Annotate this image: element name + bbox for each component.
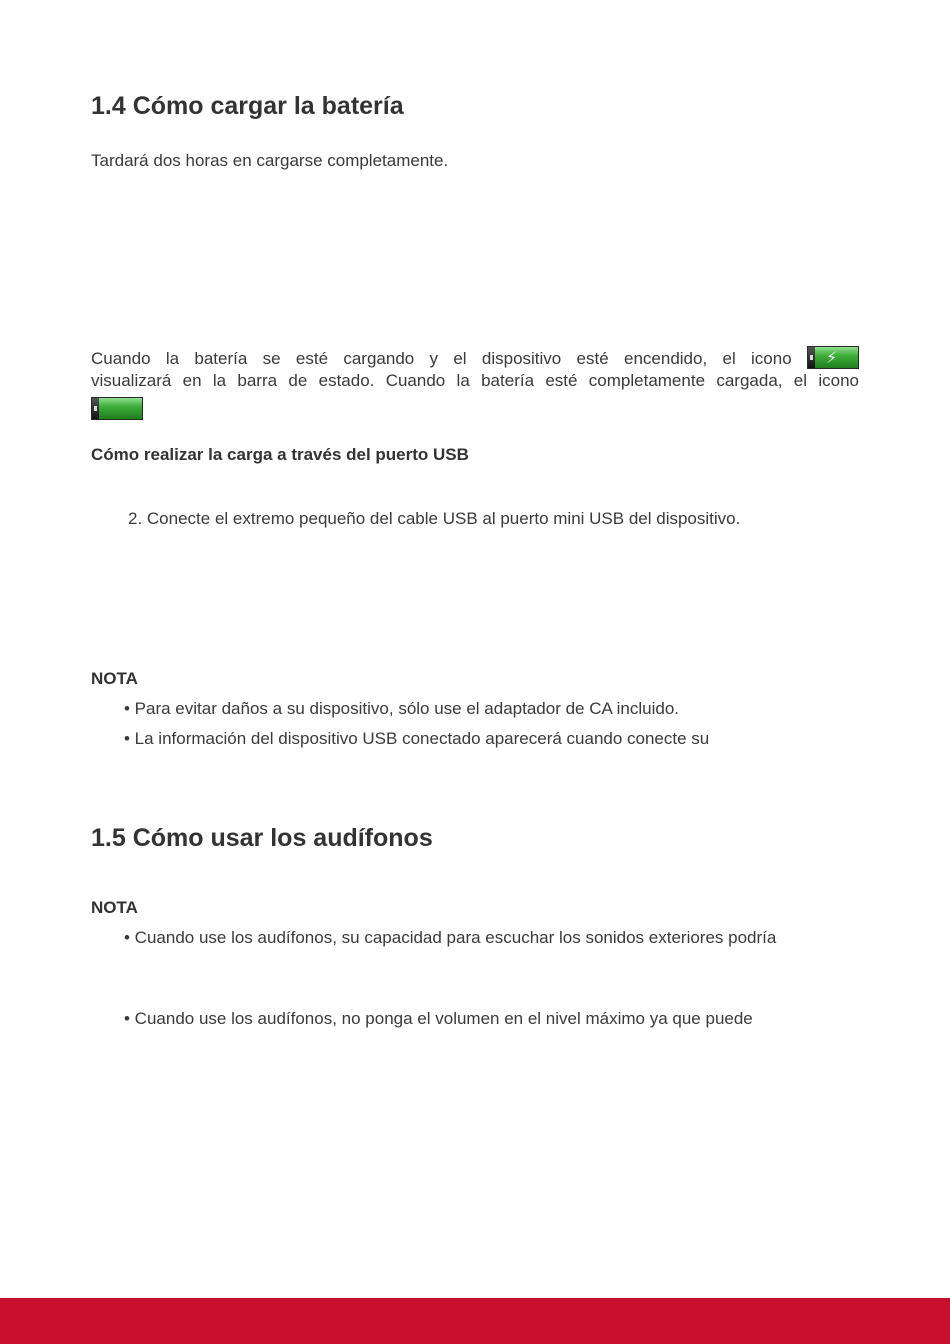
section-1-4-title: 1.4 Cómo cargar la batería: [91, 92, 404, 120]
nota-1-item-2: • La información del dispositivo USB conectado aparecerá cuando conecte su: [124, 729, 710, 748]
nota-label-2: NOTA: [91, 898, 138, 917]
charging-status-line-1-text: Cuando la batería se esté cargando y el dispositivo esté encendido, el icono: [91, 349, 792, 368]
charge-time-text: Tardará dos horas en cargarse completamente.: [91, 151, 449, 170]
charging-status-line-1: [91, 346, 859, 370]
nota-label-1: NOTA: [91, 669, 138, 688]
nota-2-item-1: • Cuando use los audífonos, su capacidad para escuchar los sonidos exteriores podría: [124, 928, 777, 947]
footer-bar: [0, 1298, 950, 1344]
usb-charging-heading: Cómo realizar la carga a través del puerto USB: [91, 445, 469, 464]
section-1-5-title: 1.5 Cómo usar los audífonos: [91, 824, 433, 852]
usb-step-2: 2. Conecte el extremo pequeño del cable USB al puerto mini USB del dispositivo.: [128, 509, 741, 528]
battery-charging-icon: ⚡: [807, 346, 859, 369]
battery-full-icon-wrap: [91, 397, 143, 420]
nota-2-item-2: • Cuando use los audífonos, no ponga el volumen en el nivel máximo ya que puede: [124, 1009, 753, 1028]
battery-full-icon: [91, 397, 143, 420]
nota-1-item-1: • Para evitar daños a su dispositivo, sólo use el adaptador de CA incluido.: [124, 699, 680, 718]
charging-status-line-2: visualizará en la barra de estado. Cuando la batería esté completamente cargada, el icono: [91, 371, 859, 390]
